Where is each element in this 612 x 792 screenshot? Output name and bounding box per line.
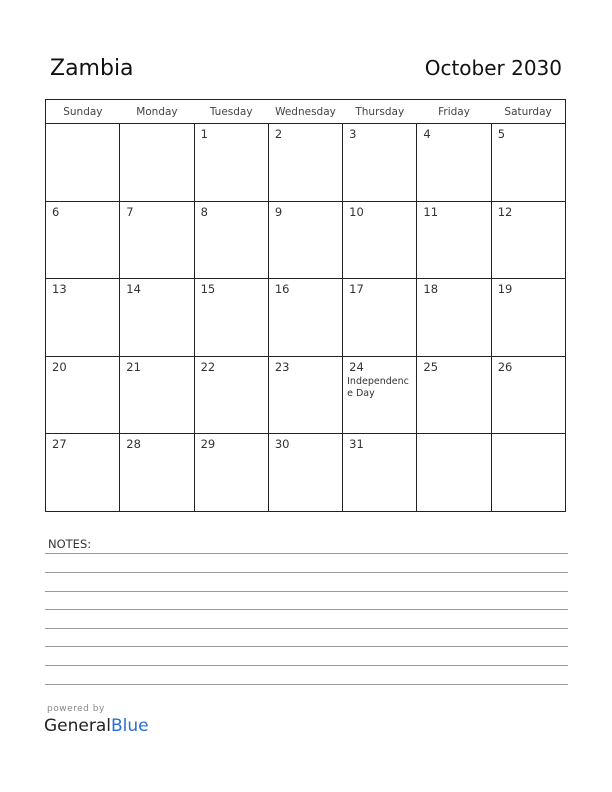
day-number: 25 [423,359,439,374]
day-number: 22 [200,359,216,374]
week-row [46,201,566,279]
weekday-header: Tuesday [194,100,268,124]
day-number: 4 [423,127,431,141]
day-cell [120,434,194,512]
day-number: 18 [423,282,439,297]
day-cell [417,279,491,357]
day-number: 11 [423,204,439,219]
day-number: 2 [274,127,283,141]
notes-line [45,684,568,685]
day-cell [343,124,417,202]
week-row [46,356,566,434]
day-number: 15 [200,282,216,297]
day-number [417,434,490,437]
day-cell [343,356,417,434]
day-number: 17 [349,282,364,297]
day-cell [46,279,120,357]
day-cell [194,201,268,279]
powered-by-text: powered by [47,704,105,714]
notes-line [45,591,568,592]
day-number: 3 [349,127,357,141]
day-cell [46,434,120,512]
day-cell [268,279,342,357]
day-number: 23 [274,359,290,374]
day-cell [120,279,194,357]
day-cell [194,279,268,357]
day-cell [194,434,268,512]
weekday-header: Thursday [343,100,417,124]
notes-line [45,572,568,573]
day-number: 12 [497,204,513,219]
day-cell [343,279,417,357]
country-title: Zambia [50,56,134,81]
notes-line [45,665,568,666]
day-number [120,124,193,127]
day-number: 6 [52,204,60,219]
day-cell [194,124,268,202]
notes-line [45,628,568,629]
day-cell [268,434,342,512]
day-number: 14 [126,282,141,297]
day-number: 27 [52,437,67,452]
day-cell [491,279,565,357]
month-year-title: October 2030 [424,56,562,80]
day-cell [417,356,491,434]
day-cell [417,201,491,279]
day-number: 29 [200,437,216,452]
logo-blue: Blue [111,716,149,736]
weekday-header: Sunday [46,100,120,124]
day-number: 1 [200,127,208,141]
day-number: 21 [126,359,141,374]
day-cell [46,356,120,434]
week-row [46,434,566,512]
day-number: 9 [274,204,283,219]
day-cell [268,356,342,434]
day-cell [120,124,194,202]
day-cell [491,356,565,434]
day-number: 16 [274,282,290,297]
day-number: 10 [349,204,364,219]
day-number: 5 [497,127,506,141]
day-cell [491,434,565,512]
holiday-event: Independence Day [347,375,409,399]
day-number: 30 [274,437,290,452]
notes-line [45,646,568,647]
day-cell [491,201,565,279]
day-cell [343,201,417,279]
day-number [492,434,565,437]
day-number: 8 [200,204,208,219]
weekday-header: Wednesday [268,100,342,124]
generalblue-logo[interactable] [44,716,149,736]
day-cell [120,201,194,279]
day-number: 31 [349,437,364,452]
notes-line [45,609,568,610]
day-number: 19 [497,282,513,297]
weekday-header: Saturday [491,100,565,124]
day-cell [417,434,491,512]
day-cell [417,124,491,202]
day-cell [194,356,268,434]
day-cell [46,201,120,279]
day-number: 20 [52,359,67,374]
day-number: 13 [52,282,67,297]
weekday-header: Monday [120,100,194,124]
logo-general: General [44,716,111,736]
weekday-header: Friday [417,100,491,124]
day-cell [343,434,417,512]
day-cell [268,124,342,202]
week-row [46,279,566,357]
day-cell [268,201,342,279]
notes-label: NOTES: [48,537,92,551]
day-number: 7 [126,204,134,219]
day-cell [120,356,194,434]
notes-line [45,553,568,554]
week-row [46,124,566,202]
day-number [46,124,119,127]
day-number: 24 [349,359,364,374]
day-cell [46,124,120,202]
day-number: 26 [497,359,513,374]
weekday-header-row [46,100,566,124]
calendar-grid [45,99,566,512]
day-number: 28 [126,437,141,452]
day-cell [491,124,565,202]
